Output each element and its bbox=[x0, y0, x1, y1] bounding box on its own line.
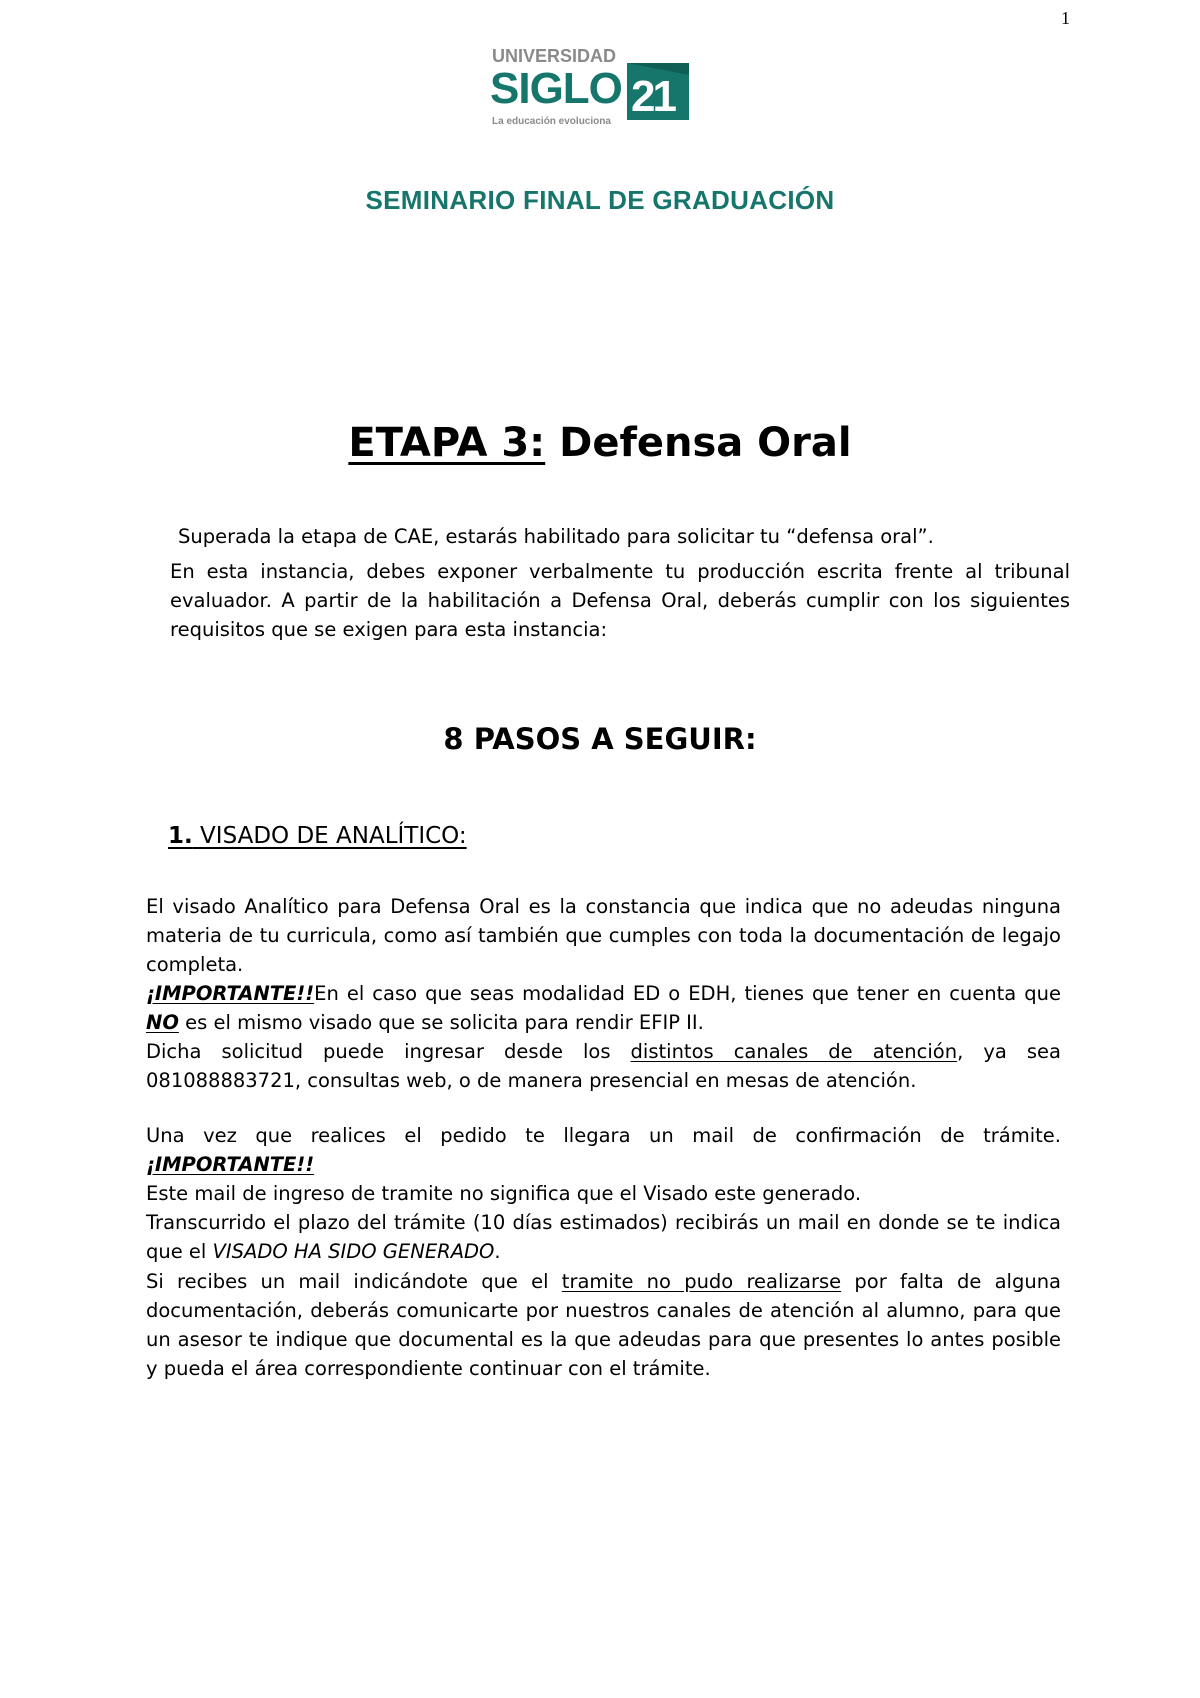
warning-text-a: En el caso que seas modalidad ED o EDH, tienes que tener en cuenta que bbox=[314, 982, 1061, 1005]
university-logo bbox=[490, 45, 710, 131]
siglo21-logo-graphic bbox=[490, 45, 710, 131]
important-label-1: ¡IMPORTANTE!! bbox=[146, 982, 315, 1005]
section-1-heading bbox=[168, 823, 467, 849]
processing-text: Transcurrido el plazo del trámite (10 días estimados) recibirás un mail en donde se te indica que el bbox=[146, 1211, 1061, 1263]
logo-tagline-text: La educación evoluciona bbox=[492, 116, 611, 127]
failed-underlined: tramite no pudo realizarse bbox=[561, 1270, 842, 1293]
important-label-2: ¡IMPORTANTE!! bbox=[146, 1153, 315, 1176]
request-channels bbox=[146, 1037, 1061, 1095]
failed-process bbox=[146, 1267, 1061, 1383]
section-1-paragraph-3 bbox=[146, 1267, 1061, 1383]
confirmation-text: Una vez que realices el pedido te llegara un mail de confirmación de trámite. bbox=[146, 1124, 1061, 1147]
confirmation-mail bbox=[146, 1121, 1061, 1179]
logo-university-text: UNIVERSIDAD bbox=[492, 46, 617, 66]
warning-no: NO bbox=[146, 1011, 179, 1034]
request-text-b: , ya sea 081088883721, consultas web, o de manera presencial en mesas de atención. bbox=[146, 1040, 1061, 1092]
section-1-paragraph-2 bbox=[146, 1121, 1061, 1266]
section-1-paragraph-1 bbox=[146, 892, 1061, 1095]
stage-title: Defensa Oral bbox=[545, 420, 852, 466]
important-warning bbox=[146, 979, 1061, 1037]
intro-line: Superada la etapa de CAE, estarás habilitado para solicitar tu “defensa oral”. bbox=[178, 525, 934, 548]
logo-number-text: 21 bbox=[631, 72, 674, 121]
section-1-number: 1. bbox=[168, 823, 193, 849]
steps-heading: 8 PASOS A SEGUIR: bbox=[443, 722, 757, 756]
page-number: 1 bbox=[1061, 8, 1070, 28]
failed-text-a: Si recibes un mail indicándote que el bbox=[146, 1270, 562, 1293]
stage-heading bbox=[0, 420, 1200, 466]
section-1-title: VISADO DE ANALÍTICO: bbox=[192, 823, 467, 849]
visado-generated: VISADO HA SIDO GENERADO bbox=[212, 1240, 495, 1263]
failed-text-b: por falta de alguna documentación, deberás comunicarte por nuestros canales de atención al alumno, para que un asesor te indique que documental es la que adeudas para que presentes lo antes posible y pueda el área correspondiente continuar con el trámite. bbox=[146, 1270, 1062, 1380]
visado-definition: El visado Analítico para Defensa Oral es la constancia que indica que no adeudas ninguna materia de tu curricula, como así también que cumples con toda la documentación de legajo completa. bbox=[146, 895, 1061, 976]
stage-prefix: ETAPA 3: bbox=[348, 420, 546, 466]
seminar-title: SEMINARIO FINAL DE GRADUACIÓN bbox=[365, 185, 835, 215]
processing-end: . bbox=[494, 1240, 501, 1263]
warning-text-b: es el mismo visado que se solicita para rendir EFIP II. bbox=[178, 1011, 704, 1034]
processing-time bbox=[146, 1208, 1061, 1266]
channels-link[interactable]: distintos canales de atención bbox=[630, 1040, 958, 1063]
mail-notice: Este mail de ingreso de tramite no significa que el Visado este generado. bbox=[146, 1182, 862, 1205]
request-text-a: Dicha solicitud puede ingresar desde los bbox=[146, 1040, 631, 1063]
intro-paragraph: En esta instancia, debes exponer verbalmente tu producción escrita frente al tribunal evaluador. A partir de la habilitación a Defensa Oral, deberás cumplir con los siguientes requisitos que se exigen para esta instancia: bbox=[170, 560, 1070, 641]
logo-name-text: SIGLO bbox=[490, 64, 622, 113]
